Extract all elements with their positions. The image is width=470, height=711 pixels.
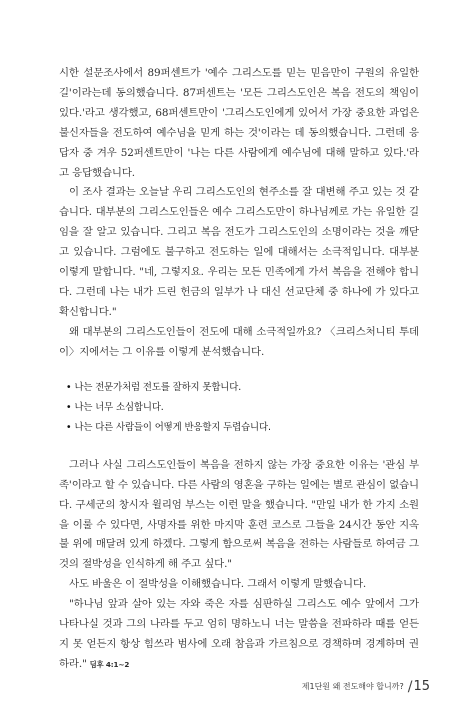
list-item: • 나는 너무 소심합니다. [66,402,164,413]
paragraph: 이 조사 결과는 오늘날 우리 그리스도인의 현주소를 잘 대변해 주고 있는 것 같습니다. 대부분의 그리스도인들은 예수 그리스도만이 하나님께로 가는 유일한 길임을 잘 알고 있습니다. 그리고 복음 전도가 그리스도인의 소명이라는 것을 깨닫고 있습니다. 그럼에도 불구하고 전도하는 일에 대해서는 소극적입니다. 대부분 이렇게 말합니다. "네, 그렇지요. 우리는 모든 민족에게 가서 복음을 전해야 합니다. 그런데 나는 내가 드린 헌금의 일부가 나 대신 선교단체 중 하나에 가 있다고 확신합니다." [59,186,419,318]
scripture-text: "하나님 앞과 살아 있는 자와 죽은 자를 심판하실 그리스도 예수 앞에서 그가 나타나실 것과 그의 나라를 두고 엄히 명하노니 너는 말씀을 전파하라 때를 얻든지 못 얻든지 항상 힘쓰라 범사에 오래 참음과 가르침으로 경책하며 경계하며 권하라." [59,598,419,670]
chapter-title: 제1단원 왜 전도해야 합니까? [301,682,404,691]
list-item-text: 나는 너무 소심합니다. [74,402,164,413]
scripture-quote [59,595,419,675]
body-text [59,64,419,675]
paragraph: 왜 대부분의 그리스도인들이 전도에 대해 소극적일까요? 〈크리스처니티 투데이〉지에서는 그 이유를 이렇게 분석했습니다. [59,325,419,358]
list-item-text: 나는 다른 사람들이 어떻게 반응할지 두렵습니다. [74,422,271,434]
paragraph: 그러나 사실 그리스도인들이 복음을 전하지 않는 가장 중요한 이유는 '관심 부족'이라고 할 수 있습니다. 다른 사람의 영혼을 구하는 일에는 별로 관심이 없습니다. 구세군의 창시자 윌리엄 부스는 이런 말을 했습니다. "만일 내가 한 가지 소원을 이룰 수 있다면, 사명자를 위한 마지막 훈련 코스로 그들을 24시간 동안 지옥 불 위에 매달려 있게 하겠다. 그렇게 함으로써 복음을 전하는 사람들로 하여금 그것의 절박성을 인식하게 해 주고 싶다." [59,458,419,571]
page-footer [302,680,430,694]
paragraph: 시한 설문조사에서 89퍼센트가 '예수 그리스도를 믿는 믿음만이 구원의 유일한 길'이라는데 동의했습니다. 87퍼센트는 '모든 그리스도인은 복음 전도의 책임이 있다.'라고 생각했고, 68퍼센트만이 '그리스도인에게 있어서 가장 중요한 과업은 불신자들을 전도하여 예수님을 믿게 하는 것'이라는 데 동의했습니다. 그런데 응답자 중 겨우 52퍼센트만이 '나는 다른 사람에게 예수님에 대해 말하고 있다.'라고 응답했습니다. [59,67,419,179]
reason-list [59,378,419,439]
slash-divider: / [407,679,413,695]
list-item: • 나는 전문가처럼 전도를 잘하지 못합니다. [66,381,242,393]
page-number: 15 [413,679,430,694]
list-item-text: 나는 전문가처럼 전도를 잘하지 못합니다. [74,381,242,393]
scripture-reference: 딤후 4:1~2 [89,659,130,669]
list-item: • 나는 다른 사람들이 어떻게 반응할지 두렵습니다. [66,422,271,434]
paragraph: 사도 바울은 이 절박성을 이해했습니다. 그래서 이렇게 말했습니다. [69,578,367,591]
